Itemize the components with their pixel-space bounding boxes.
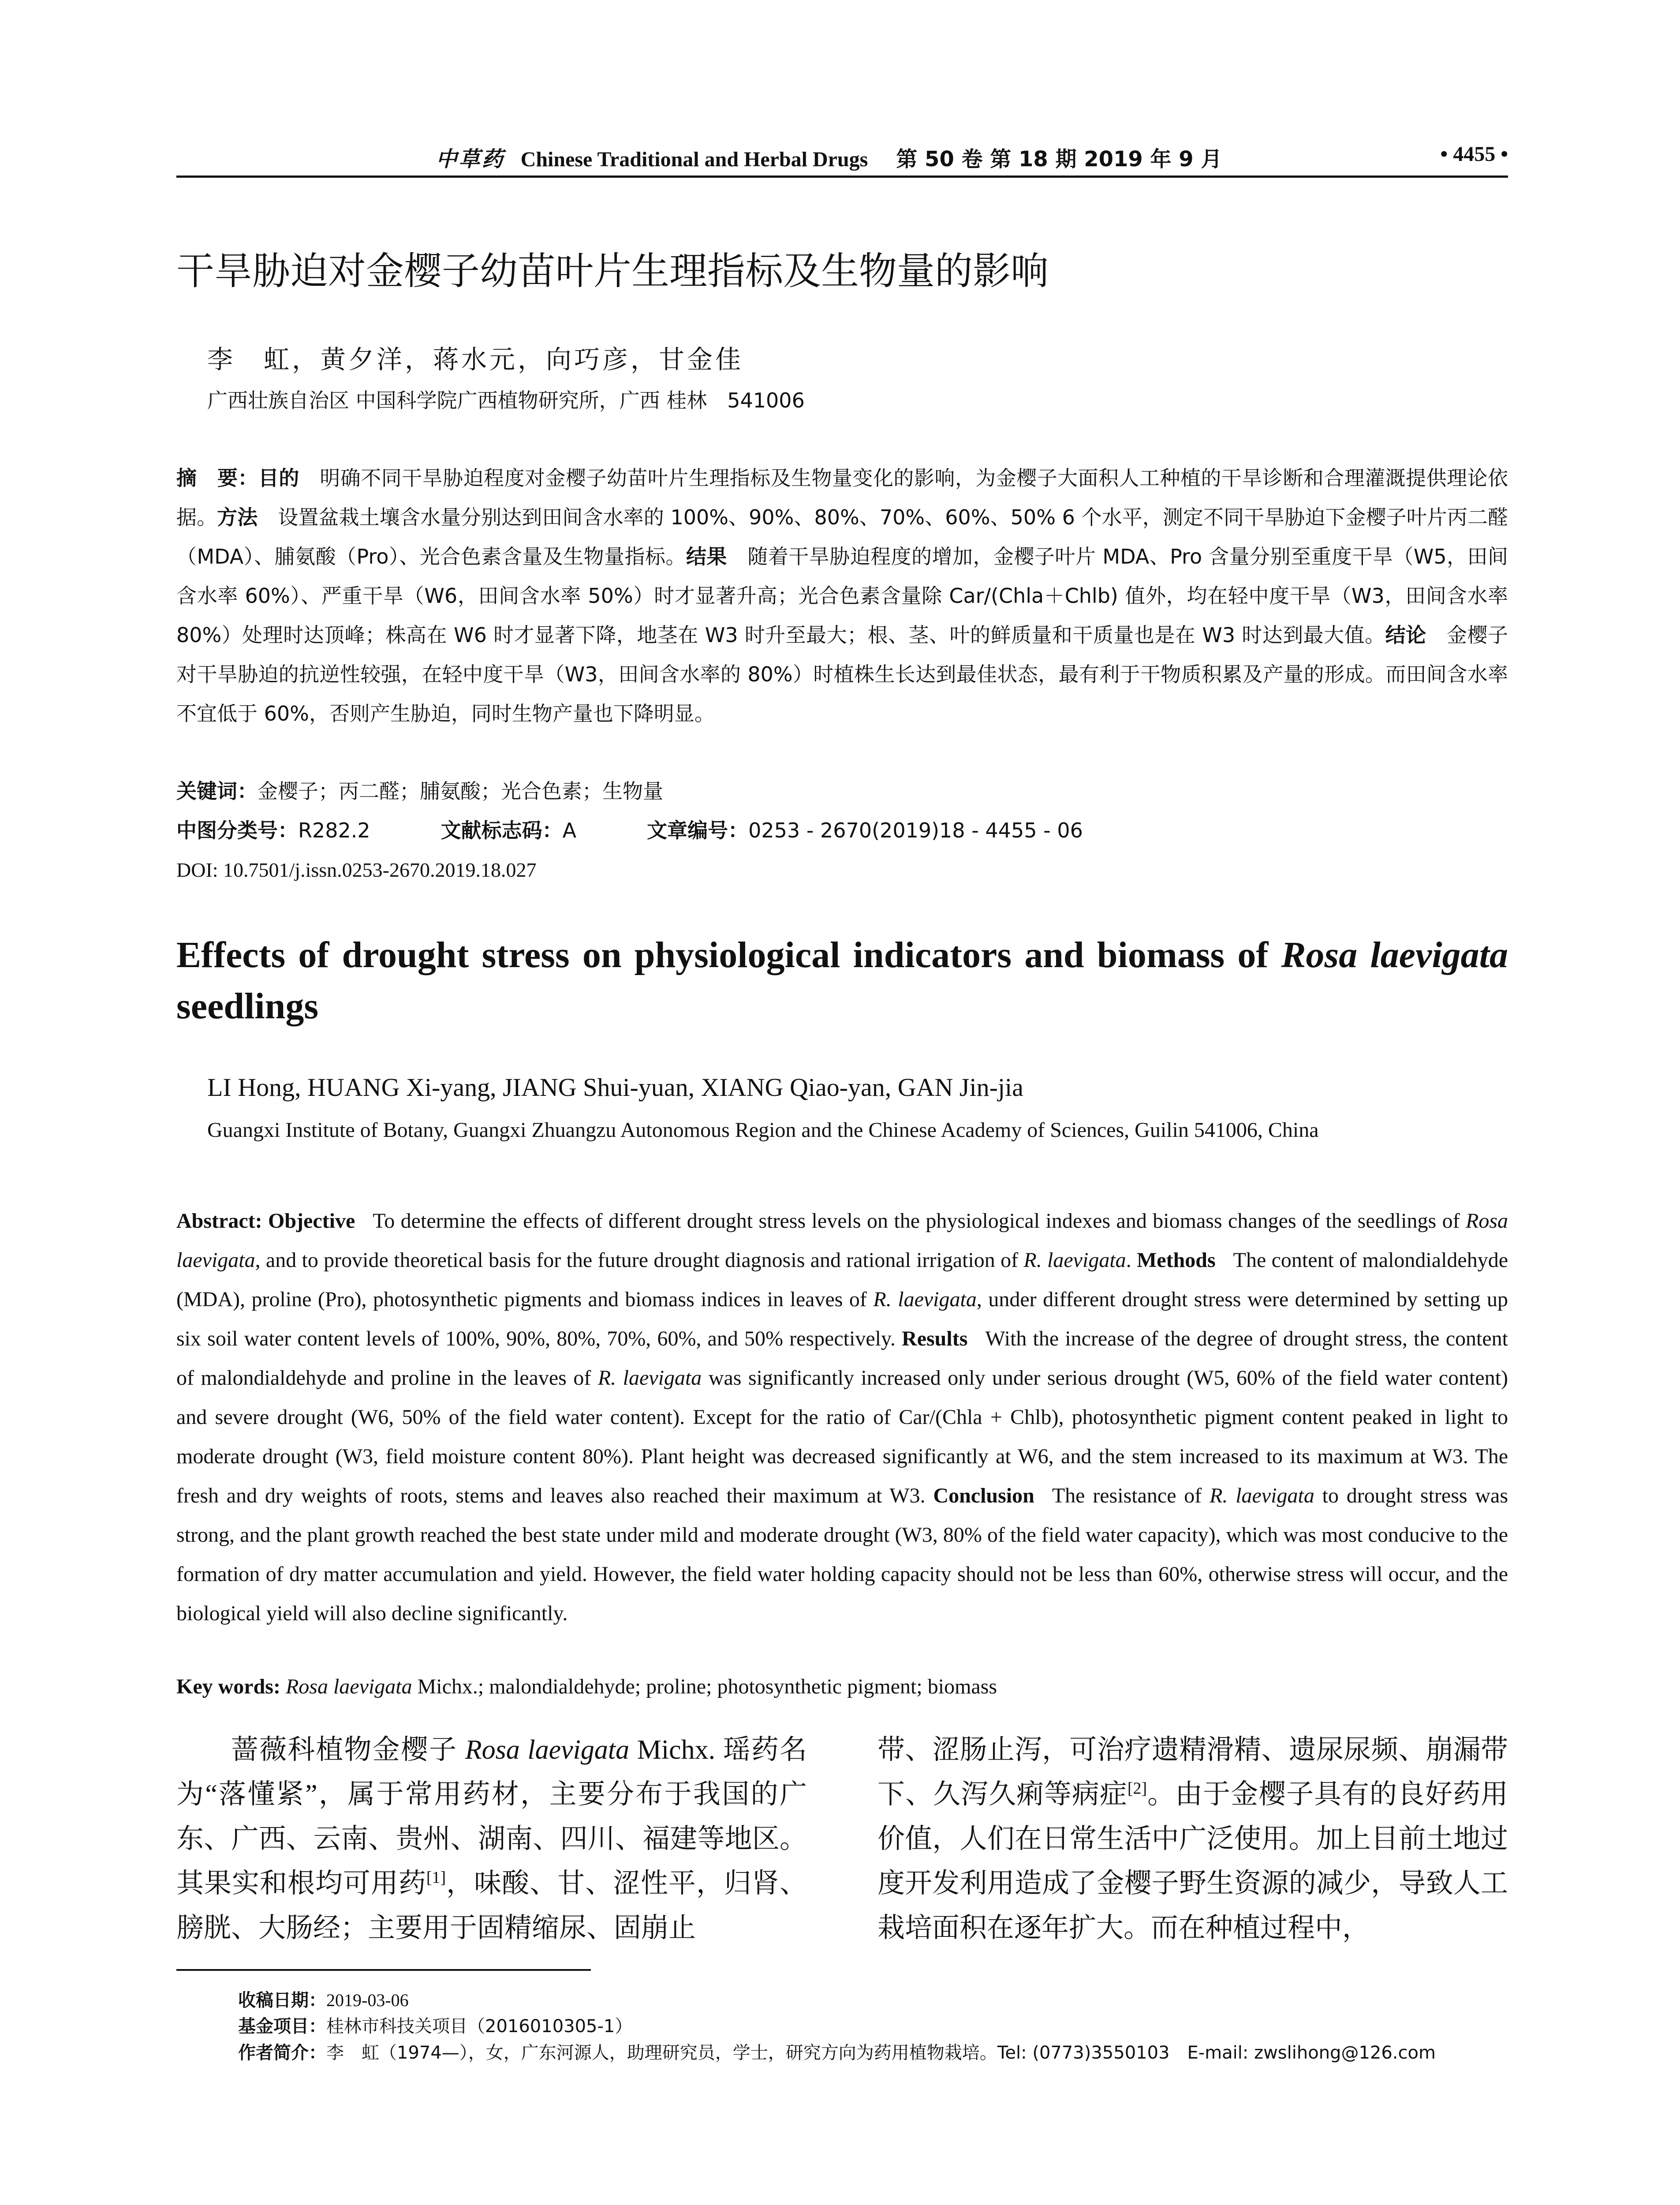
body-text: 蔷薇科植物金樱子 [231, 1735, 465, 1765]
article-no-label: 文章编号： [647, 818, 749, 842]
objective-text-en-2: , and to provide theoretical basis for the future drought diagnosis and rational irrigation of [255, 1248, 1024, 1272]
body-column-right [877, 1728, 1508, 1951]
abstract-label-en: Abstract: Objective [176, 1209, 355, 1233]
english-title-species: Rosa laevigata [1281, 934, 1508, 975]
species-italic: R. laevigata [1210, 1484, 1314, 1507]
chinese-title: 干旱胁迫对金樱子幼苗叶片生理指标及生物量的影响 [176, 249, 1049, 293]
body-text: ，味酸、甘、涩性平，归肾、膀胱、大肠经；主要用于固精缩尿、固崩止 [176, 1869, 807, 1943]
classification-line [176, 811, 1508, 850]
journal-name-cn: 中草药 [436, 148, 505, 171]
fund-text: 桂林市科技关项目（2016010305-1） [326, 2016, 633, 2037]
english-affiliation: Guangxi Institute of Botany, Guangxi Zhuangzu Autonomous Region and the Chinese Academy of Sciences, Guilin 541006, China [207, 1118, 1319, 1142]
keywords-species-en: Rosa laevigata [285, 1675, 412, 1698]
methods-label-cn: 方法 [217, 505, 258, 529]
page-number: • 4455 • [1440, 142, 1508, 166]
english-title [176, 930, 1508, 1032]
english-abstract [176, 1201, 1508, 1633]
keywords-text-cn: 金樱子；丙二醛；脯氨酸；光合色素；生物量 [258, 779, 663, 803]
body-text: 带、涩肠止泻，可治疗遗精滑精、遗尿尿频、崩漏带下、久泻久痢等病症 [877, 1735, 1508, 1809]
journal-name-en: Chinese Traditional and Herbal Drugs [520, 148, 868, 171]
results-text-cn: 随着干旱胁迫程度的增加，金樱子叶片 MDA、Pro 含量分别至重度干旱（W5，田间含水率 60%）、严重干旱（W6，田间含水率 50%）时才显著升高；光合色素含量除 Car/(Chla＋Chlb) 值外，均在轻中度干旱（W3，田间含水率 80%）处理时达顶峰；株高在 W6 时才显著下降，地茎在 W3 时升至最大；根、茎、叶的鲜质量和干质量也是在 W3 时达到最大值。 [176, 545, 1508, 647]
header-center [176, 142, 1482, 172]
species-italic: R. laevigata [873, 1288, 977, 1311]
results-label-en: Results [902, 1327, 968, 1350]
received-label: 收稿日期： [238, 1990, 326, 2011]
chinese-affiliation: 广西壮族自治区 中国科学院广西植物研究所，广西 桂林 541006 [207, 389, 805, 412]
body-species-italic: Rosa laevigata [465, 1735, 630, 1765]
body-column-left [176, 1728, 807, 1951]
species-italic: R. laevigata [597, 1366, 702, 1390]
footnote-rule [176, 1969, 591, 1971]
citation-ref: [2] [1127, 1779, 1147, 1798]
issue-info: 第 50 卷 第 18 期 2019 年 9 月 [896, 147, 1222, 172]
english-authors: LI Hong, HUANG Xi-yang, JIANG Shui-yuan, XIANG Qiao-yan, GAN Jin-jia [207, 1073, 1023, 1102]
conclusion-label-en: Conclusion [933, 1484, 1034, 1507]
body-text: 。由于金樱子具有的良好药用价值，人们在日常生活中广泛使用。加上目前土地过度开发利用造成了金樱子野生资源的减少，导致人工栽培面积在逐年扩大。而在种植过程中， [877, 1779, 1508, 1943]
methods-text-cn: 设置盆栽土壤含水量分别达到田间含水率的 100%、90%、80%、70%、60%、50% 6 个水平，测定不同干旱胁迫下金樱子叶片丙二醛（MDA）、脯氨酸（Pro）、光合色素含量及生物量指标。 [176, 505, 1508, 568]
english-title-part2: seedlings [176, 986, 319, 1027]
citation-ref: [1] [426, 1868, 446, 1887]
clc-value: R282.2 [298, 818, 370, 842]
results-label-cn: 结果 [686, 545, 727, 568]
author-bio-label: 作者简介： [238, 2043, 326, 2063]
keywords-text-en: Michx.; malondialdehyde; proline; photosynthetic pigment; biomass [412, 1675, 997, 1698]
footnote-fund [238, 2014, 1508, 2039]
abstract-label-cn: 摘 要： [176, 466, 258, 490]
fund-label: 基金项目： [238, 2016, 326, 2037]
doc-code-label: 文献标志码： [441, 818, 563, 842]
english-title-part1: Effects of drought stress on physiological indicators and biomass of [176, 934, 1281, 975]
species-italic: R. laevigata [1023, 1248, 1126, 1272]
species-italic: Rosa laevigata [176, 1209, 1508, 1272]
doi-line: DOI: 10.7501/j.issn.0253-2670.2019.18.027 [176, 859, 537, 881]
article-no-value: 0253 - 2670(2019)18 - 4455 - 06 [748, 818, 1083, 842]
results-text-en-2: was significantly increased only under serious drought (W5, 60% of the field water content) and severe drought (W6, 50% of the field water content). Except for the ratio of Car/(Chla + Chlb), photosynthetic pigment content peaked in light to moderate drought (W3, field moisture content 80%). Plant height was decreased significantly at W6, and the stem increased to its maximum at W3. The fresh and dry weights of roots, stems and leaves also reached their maximum at W3. [176, 1366, 1508, 1507]
conclusion-label-cn: 结论 [1385, 623, 1426, 647]
keywords-cn [176, 772, 1508, 811]
objective-label-cn: 目的 [258, 466, 299, 490]
methods-text-en: The content of malondialdehyde (MDA), proline (Pro), photosynthetic pigments and biomass indices in leaves of [176, 1248, 1508, 1311]
chinese-authors: 李 虹，黄夕洋，蒋水元，向巧彦，甘金佳 [207, 345, 744, 374]
methods-text-en-2: , under different drought stress were determined by setting up six soil water content levels of 100%, 90%, 80%, 70%, 60%, and 50% respectively. [176, 1288, 1508, 1350]
keywords-label-cn: 关键词： [176, 779, 258, 803]
footnote-author [238, 2041, 1508, 2065]
header-rule [176, 176, 1508, 178]
doc-code-value: A [562, 818, 577, 842]
methods-label-en: Methods [1136, 1248, 1216, 1272]
clc-label: 中图分类号： [176, 818, 298, 842]
footnote-received [238, 1988, 1508, 2013]
results-text-en: With the increase of the degree of drought stress, the content of malondialdehyde and proline in the leaves of [176, 1327, 1508, 1390]
keywords-label-en: Key words: [176, 1675, 280, 1698]
conclusion-text-en: The resistance of [1052, 1484, 1210, 1507]
body-text: Michx. 瑶药名为“落懂紧”，属于常用药材，主要分布于我国的广东、广西、云南、贵州、湖南、四川、福建等地区。其果实和根均可用药 [176, 1735, 807, 1899]
chinese-abstract [176, 459, 1508, 733]
received-date: 2019-03-06 [326, 1990, 409, 2010]
objective-text-en: To determine the effects of different drought stress levels on the physiological indexes and biomass changes of the seedlings of [373, 1209, 1466, 1233]
conclusion-text-en-2: to drought stress was strong, and the plant growth reached the best state under mild and moderate drought (W3, 80% of the field water capacity), which was most conducive to the formation of dry matter accumulation and yield. However, the field water holding capacity should not be less than 60%, otherwise stress will occur, and the biological yield will also decline significantly. [176, 1484, 1508, 1625]
objective-text-cn: 明确不同干旱胁迫程度对金樱子幼苗叶片生理指标及生物量变化的影响，为金樱子大面积人工种植的干旱诊断和合理灌溉提供理论依据。 [176, 466, 1508, 529]
author-bio-text: 李 虹（1974—），女，广东河源人，助理研究员，学士，研究方向为药用植物栽培。Tel: (0773)3550103 E-mail: zwslihong@126.com [326, 2043, 1436, 2063]
objective-text-en-3: . [1126, 1248, 1131, 1272]
keywords-en [176, 1667, 1508, 1706]
conclusion-text-cn: 金樱子对干旱胁迫的抗逆性较强，在轻中度干旱（W3，田间含水率的 80%）时植株生长达到最佳状态，最有利于干物质积累及产量的形成。而田间含水率不宜低于 60%，否则产生胁迫，同时生物产量也下降明显。 [176, 623, 1508, 725]
running-header [176, 142, 1508, 173]
